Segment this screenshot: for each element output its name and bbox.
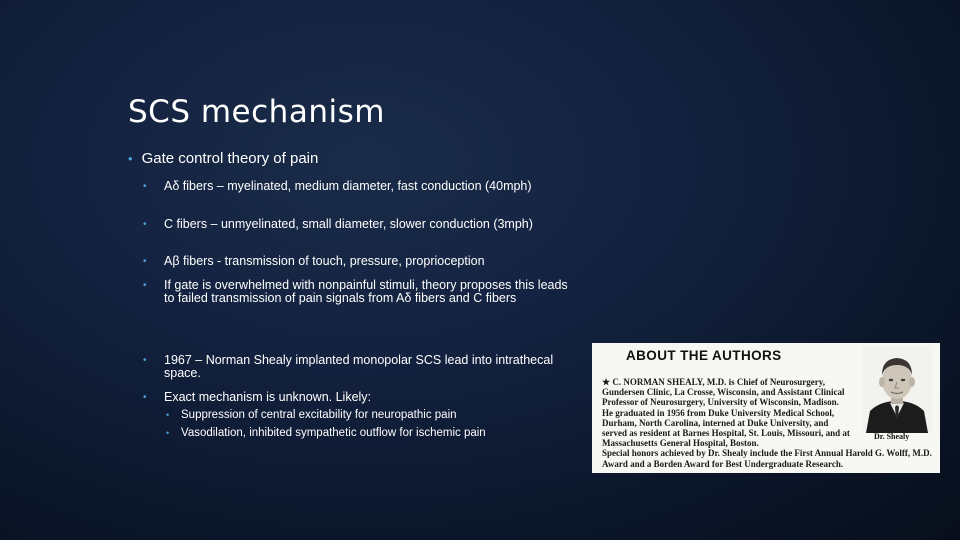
bullet-a-beta [143, 255, 573, 268]
bullet-text: Vasodilation, inhibited sympathetic outflow for ischemic pain [181, 427, 486, 439]
bullet-text: Gate control theory of pain [141, 150, 319, 167]
bullet-text: Suppression of central excitability for neuropathic pain [181, 409, 457, 421]
bullet-exact-mechanism [143, 391, 573, 404]
clipping-heading: ABOUT THE AUTHORS [626, 348, 782, 363]
bullet-a-delta [143, 180, 573, 193]
bullet-c-fibers [143, 218, 573, 231]
bullet-icon: • [166, 410, 170, 420]
clipping-text-narrow: ★ C. NORMAN SHEALY, M.D. is Chief of Neurosurgery, Gundersen Clinic, La Crosse, Wisconsin, and Assistant Clinical Professor of Neurosurgery, University of Wisconsin, Madison. He graduated in 1956 from Duke University Medical School, Durham, North Carolina, interned at Duke University, and served as resident at Barnes Hospital, St. Louis, Missouri, and at Massachusetts General Hospital, Boston. [602, 377, 850, 449]
bullet-text: Aδ fibers – myelinated, medium diameter, fast conduction (40mph) [164, 179, 532, 193]
bullet-text: 1967 – Norman Shealy implanted monopolar SCS lead into intrathecal space. [164, 353, 554, 380]
bullet-text: C fibers – unmyelinated, small diameter, slower conduction (3mph) [164, 217, 533, 231]
bullet-vasodilation [166, 427, 586, 440]
bullet-icon: • [143, 392, 147, 403]
authors-clipping-image [592, 343, 940, 473]
photo-caption: Dr. Shealy [874, 432, 910, 441]
bullet-icon: • [143, 181, 147, 192]
bullet-text: If gate is overwhelmed with nonpainful stimuli, theory proposes this leads to failed transmission of pain signals from Aδ fibers and C fibers [164, 278, 568, 305]
clipping-text-wide: Special honors achieved by Dr. Shealy include the First Annual Harold G. Wolff, M.D. Award and a Borden Award for Best Undergraduate Research. [602, 448, 932, 469]
bullet-icon: • [143, 280, 147, 291]
bullet-suppression [166, 409, 586, 422]
bullet-icon: • [143, 219, 147, 230]
bullet-icon: • [166, 428, 170, 438]
slide-title: SCS mechanism [128, 94, 385, 130]
bullet-icon: • [143, 355, 147, 366]
bullet-gate-overwhelmed [143, 279, 573, 305]
bullet-text: Aβ fibers - transmission of touch, pressure, proprioception [164, 254, 485, 268]
portrait-icon [862, 345, 932, 433]
bullet-shealy-1967 [143, 354, 573, 380]
bullet-text: Exact mechanism is unknown. Likely: [164, 390, 372, 404]
bullet-gate-control [128, 150, 318, 167]
bullet-icon: • [143, 256, 147, 267]
bullet-icon: • [128, 151, 133, 166]
author-portrait-photo [862, 345, 932, 433]
